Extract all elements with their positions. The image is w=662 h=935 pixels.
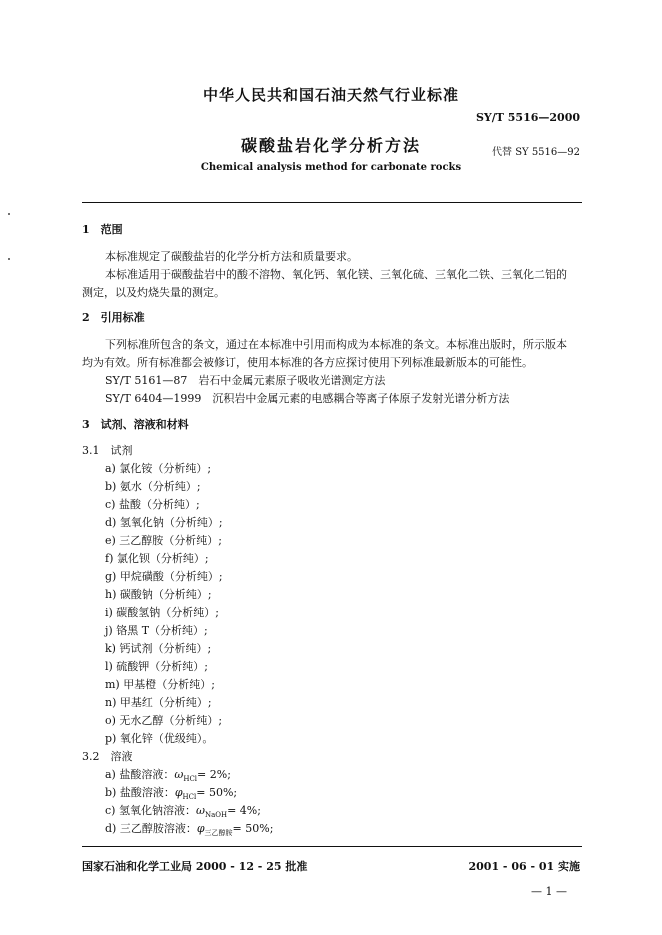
solution-item xyxy=(105,802,261,819)
document-title-en: Chemical analysis method for carbonate rocks xyxy=(200,162,462,173)
section-1-para-1: 本标准规定了碳酸盐岩的化学分析方法和质量要求。 xyxy=(105,250,358,263)
reference-2: SY/T 6404—1999 沉积岩中金属元素的电感耦合等离子体原子发射光谱分析方法 xyxy=(105,392,510,405)
replaces-note: 代替 SY 5516—92 xyxy=(492,147,580,158)
reagent-item: j) 铬黑 T（分析纯）; xyxy=(105,624,208,637)
subsection-3-2-heading: 3.2 溶液 xyxy=(82,750,133,763)
reagent-item: h) 碳酸钠（分析纯）; xyxy=(105,588,212,601)
header-divider xyxy=(82,202,582,203)
section-1-heading: 1 范围 xyxy=(82,223,123,236)
reagent-item: a) 氯化铵（分析纯）; xyxy=(105,462,212,475)
solution-label: c) 氢氧化钠溶液： xyxy=(105,804,196,817)
solution-label: d) 三乙醇胺溶液： xyxy=(105,822,197,835)
reagent-item: n) 甲基红（分析纯）; xyxy=(105,696,212,709)
reagent-item: k) 钙试剂（分析纯）; xyxy=(105,642,212,655)
solution-symbol: φ xyxy=(174,786,183,799)
reagent-item: m) 甲基橙（分析纯）; xyxy=(105,678,215,691)
solution-subscript: HCl xyxy=(183,775,198,784)
solution-value: = 50%; xyxy=(232,822,274,835)
page-number: — 1 — xyxy=(531,885,567,898)
solution-symbol: ω xyxy=(195,804,205,817)
footer-divider xyxy=(82,846,582,847)
reference-1: SY/T 5161—87 岩石中金属元素原子吸收光谱测定方法 xyxy=(105,374,386,387)
solution-symbol: ω xyxy=(174,768,184,781)
reagent-item: b) 氨水（分析纯）; xyxy=(105,480,201,493)
solution-label: a) 盐酸溶液： xyxy=(105,768,175,781)
scan-speck xyxy=(8,213,10,215)
section-2-para-1: 下列标准所包含的条文，通过在本标准中引用而构成为本标准的条文。本标准出版时，所示版本 xyxy=(105,338,567,351)
solution-item xyxy=(105,820,273,838)
section-2-para-1-cont: 均为有效。所有标准都会被修订，使用本标准的各方应探讨使用下列标准最新版本的可能性。 xyxy=(82,356,533,369)
section-1-para-2-cont: 测定，以及灼烧失量的测定。 xyxy=(82,286,225,299)
reagent-item: e) 三乙醇胺（分析纯）; xyxy=(105,534,223,547)
section-1-para-2: 本标准适用于碳酸盐岩中的酸不溶物、氧化钙、氧化镁、三氧化硫、三氧化二铁、三氧化二铝的 xyxy=(105,268,567,281)
reagent-item: l) 硫酸钾（分析纯）; xyxy=(105,660,209,673)
section-2-heading: 2 引用标准 xyxy=(82,311,145,324)
reagent-item: g) 甲烷磺酸（分析纯）; xyxy=(105,570,223,583)
solution-symbol: φ xyxy=(196,822,205,835)
solution-label: b) 盐酸溶液： xyxy=(105,786,175,799)
solution-item xyxy=(105,766,231,783)
solution-value: = 2%; xyxy=(197,768,231,781)
solution-subscript: 三乙醇胺 xyxy=(204,829,233,838)
scan-speck xyxy=(8,258,10,260)
document-title-cn: 碳酸盐岩化学分析方法 xyxy=(240,136,421,155)
solution-item xyxy=(105,784,237,801)
reagent-item: o) 无水乙醇（分析纯）; xyxy=(105,714,223,727)
effective-date: 2001 - 06 - 01 实施 xyxy=(468,860,580,873)
reagent-item: c) 盐酸（分析纯）; xyxy=(105,498,200,511)
solution-subscript: HCl xyxy=(182,793,197,802)
section-3-heading: 3 试剂、溶液和材料 xyxy=(82,418,189,431)
standard-number: SY/T 5516—2000 xyxy=(475,111,580,124)
reagent-item: i) 碳酸氢钠（分析纯）; xyxy=(105,606,220,619)
issuing-body-title: 中华人民共和国石油天然气行业标准 xyxy=(202,86,459,104)
solution-value: = 50%; xyxy=(196,786,238,799)
reagent-item: d) 氢氧化钠（分析纯）; xyxy=(105,516,223,529)
reagent-item: f) 氯化钡（分析纯）; xyxy=(105,552,209,565)
solution-subscript: NaOH xyxy=(204,811,228,820)
subsection-3-1-heading: 3.1 试剂 xyxy=(82,444,133,457)
reagent-item: p) 氧化锌（优级纯）。 xyxy=(105,732,214,745)
solution-value: = 4%; xyxy=(227,804,261,817)
approval-date: 国家石油和化学工业局 2000 - 12 - 25 批准 xyxy=(82,860,308,873)
